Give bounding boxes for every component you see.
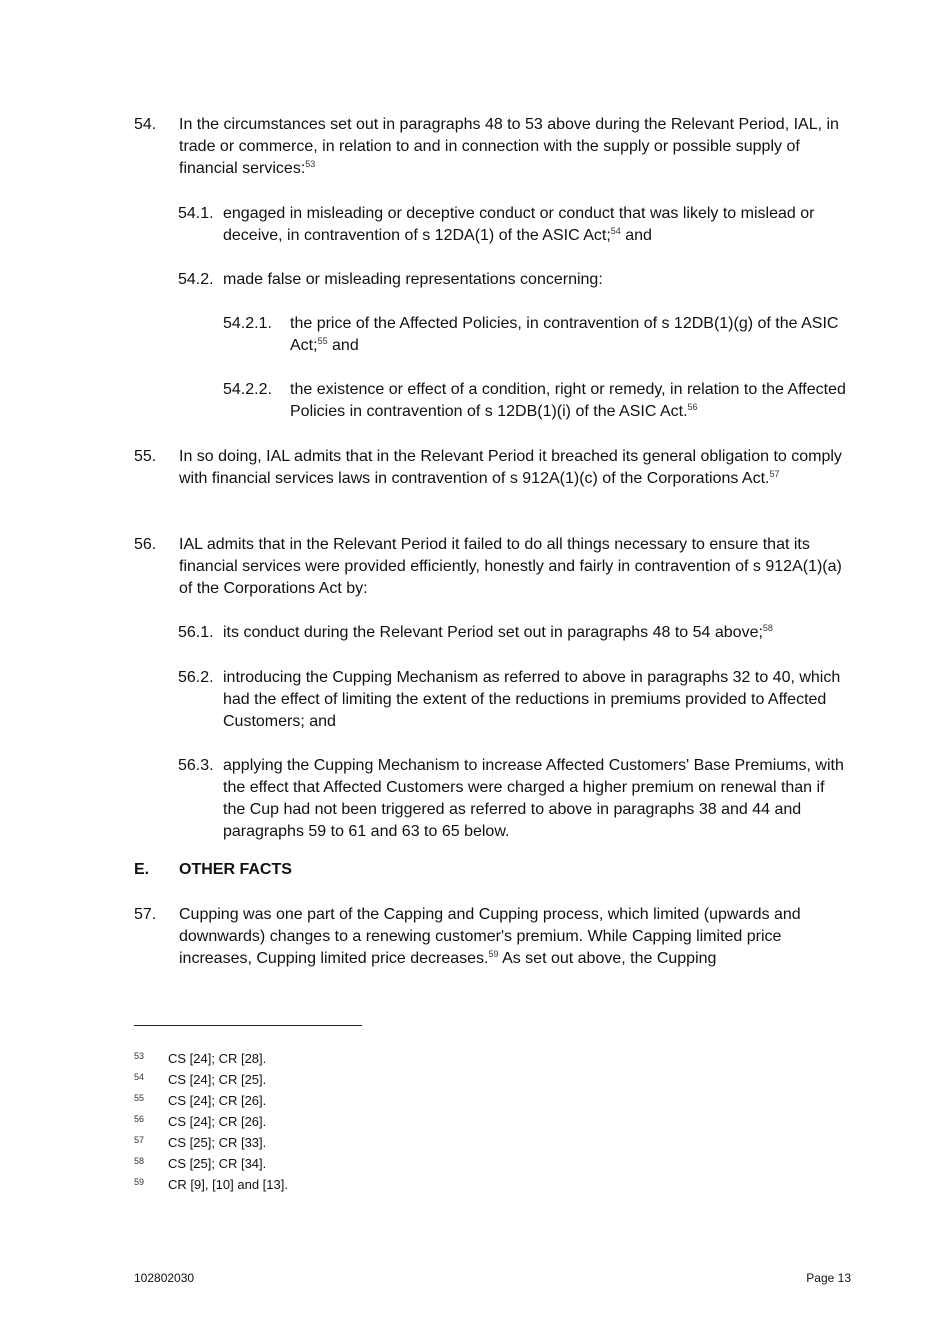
section-letter: E. xyxy=(134,861,150,878)
footnote-ref: 58 xyxy=(762,623,773,633)
footnote-text: CS [25]; CR [33]. xyxy=(168,1135,267,1150)
document-id: 102802030 xyxy=(134,1271,195,1285)
paragraph-text: applying the Cupping Mechanism to increase Affected Customers' Base Premiums, with the effect that Affected Customers were charged a higher premium on renewal than if the Cup had not been triggered as referred to above in paragraphs 38 and 44 and paragraphs 59 to 61 and 63 to 65 below. xyxy=(223,757,844,840)
footnote-ref: 54 xyxy=(610,226,621,236)
paragraph-number: 54.2.1. xyxy=(223,315,272,332)
paragraph-text: engaged in misleading or deceptive conduct or conduct that was likely to mislead or deceive, in contravention of s 12DA(1) of the ASIC Act;$^{54}$ and xyxy=(223,205,815,244)
paragraph-number: 54. xyxy=(134,116,157,133)
paragraph-number: 54.2.2. xyxy=(223,381,272,398)
page-number: Page 13 xyxy=(806,1271,851,1285)
footnote-number: 56 xyxy=(134,1114,145,1124)
footnote-number: 59 xyxy=(134,1177,145,1187)
paragraph-text: IAL admits that in the Relevant Period it failed to do all things necessary to ensure that its financial services were provided efficiently, honestly and fairly in contravention of s 912A(1)(a) of the Corporations Act by: xyxy=(179,536,842,597)
footnote-separator xyxy=(134,1025,362,1026)
section-title: OTHER FACTS xyxy=(179,861,292,878)
paragraph-number: 54.2. xyxy=(178,271,214,288)
footnote-text: CR [9], [10] and [13]. xyxy=(168,1177,288,1192)
paragraph-number: 54.1. xyxy=(178,205,214,222)
footnote-number: 57 xyxy=(134,1135,145,1145)
paragraph-text: the existence or effect of a condition, right or remedy, in relation to the Affected Policies in contravention of s 12DB(1)(i) of the ASIC Act.$^{56}$ xyxy=(290,381,846,420)
paragraph-number: 55. xyxy=(134,448,157,465)
footnote-number: 53 xyxy=(134,1051,145,1061)
paragraph-text: introducing the Cupping Mechanism as referred to above in paragraphs 32 to 40, which had the effect of limiting the extent of the reductions in premiums provided to Affected Customers; and xyxy=(223,669,841,730)
paragraph-number: 56.3. xyxy=(178,757,214,774)
footnote-number: 55 xyxy=(134,1093,145,1103)
footnote-ref: 57 xyxy=(769,469,780,479)
paragraph-text: In so doing, IAL admits that in the Relevant Period it breached its general obligation to comply with financial services laws in contravention of s 912A(1)(c) of the Corporations Act.$^{57}$ xyxy=(179,448,842,487)
footnote-text: CS [24]; CR [26]. xyxy=(168,1093,267,1108)
paragraph-text: In the circumstances set out in paragraphs 48 to 53 above during the Relevant Period, IAL, in trade or commerce, in relation to and in connection with the supply or possible supply of financial services:$^{53}$ xyxy=(179,116,839,177)
paragraph-number: 56. xyxy=(134,536,157,553)
footnote-number: 54 xyxy=(134,1072,145,1082)
footnote-text: CS [25]; CR [34]. xyxy=(168,1156,267,1171)
footnote-text: CS [24]; CR [28]. xyxy=(168,1051,267,1066)
footnote-number: 58 xyxy=(134,1156,145,1166)
footnote-text: CS [24]; CR [26]. xyxy=(168,1114,267,1129)
paragraph-text: the price of the Affected Policies, in contravention of s 12DB(1)(g) of the ASIC Act;$^{55}$ and xyxy=(290,315,839,354)
paragraph-text: made false or misleading representations concerning: xyxy=(223,271,603,288)
paragraph-number: 56.1. xyxy=(178,624,214,641)
footnote-ref: 56 xyxy=(687,402,698,412)
paragraph-text: its conduct during the Relevant Period set out in paragraphs 48 to 54 above;$^{58}$ xyxy=(223,623,773,641)
footnote-ref: 53 xyxy=(305,159,316,169)
paragraph-text: Cupping was one part of the Capping and Cupping process, which limited (upwards and downwards) changes to a renewing customer's premium. While Capping limited price increases, Cupping limited price decreases.$^{59}$ As set out above, the Cupping xyxy=(179,906,801,967)
footnote-ref: 55 xyxy=(317,336,328,346)
footnote-text: CS [24]; CR [25]. xyxy=(168,1072,267,1087)
footnote-ref: 59 xyxy=(488,949,499,959)
paragraph-number: 56.2. xyxy=(178,669,214,686)
paragraph-number: 57. xyxy=(134,906,157,923)
